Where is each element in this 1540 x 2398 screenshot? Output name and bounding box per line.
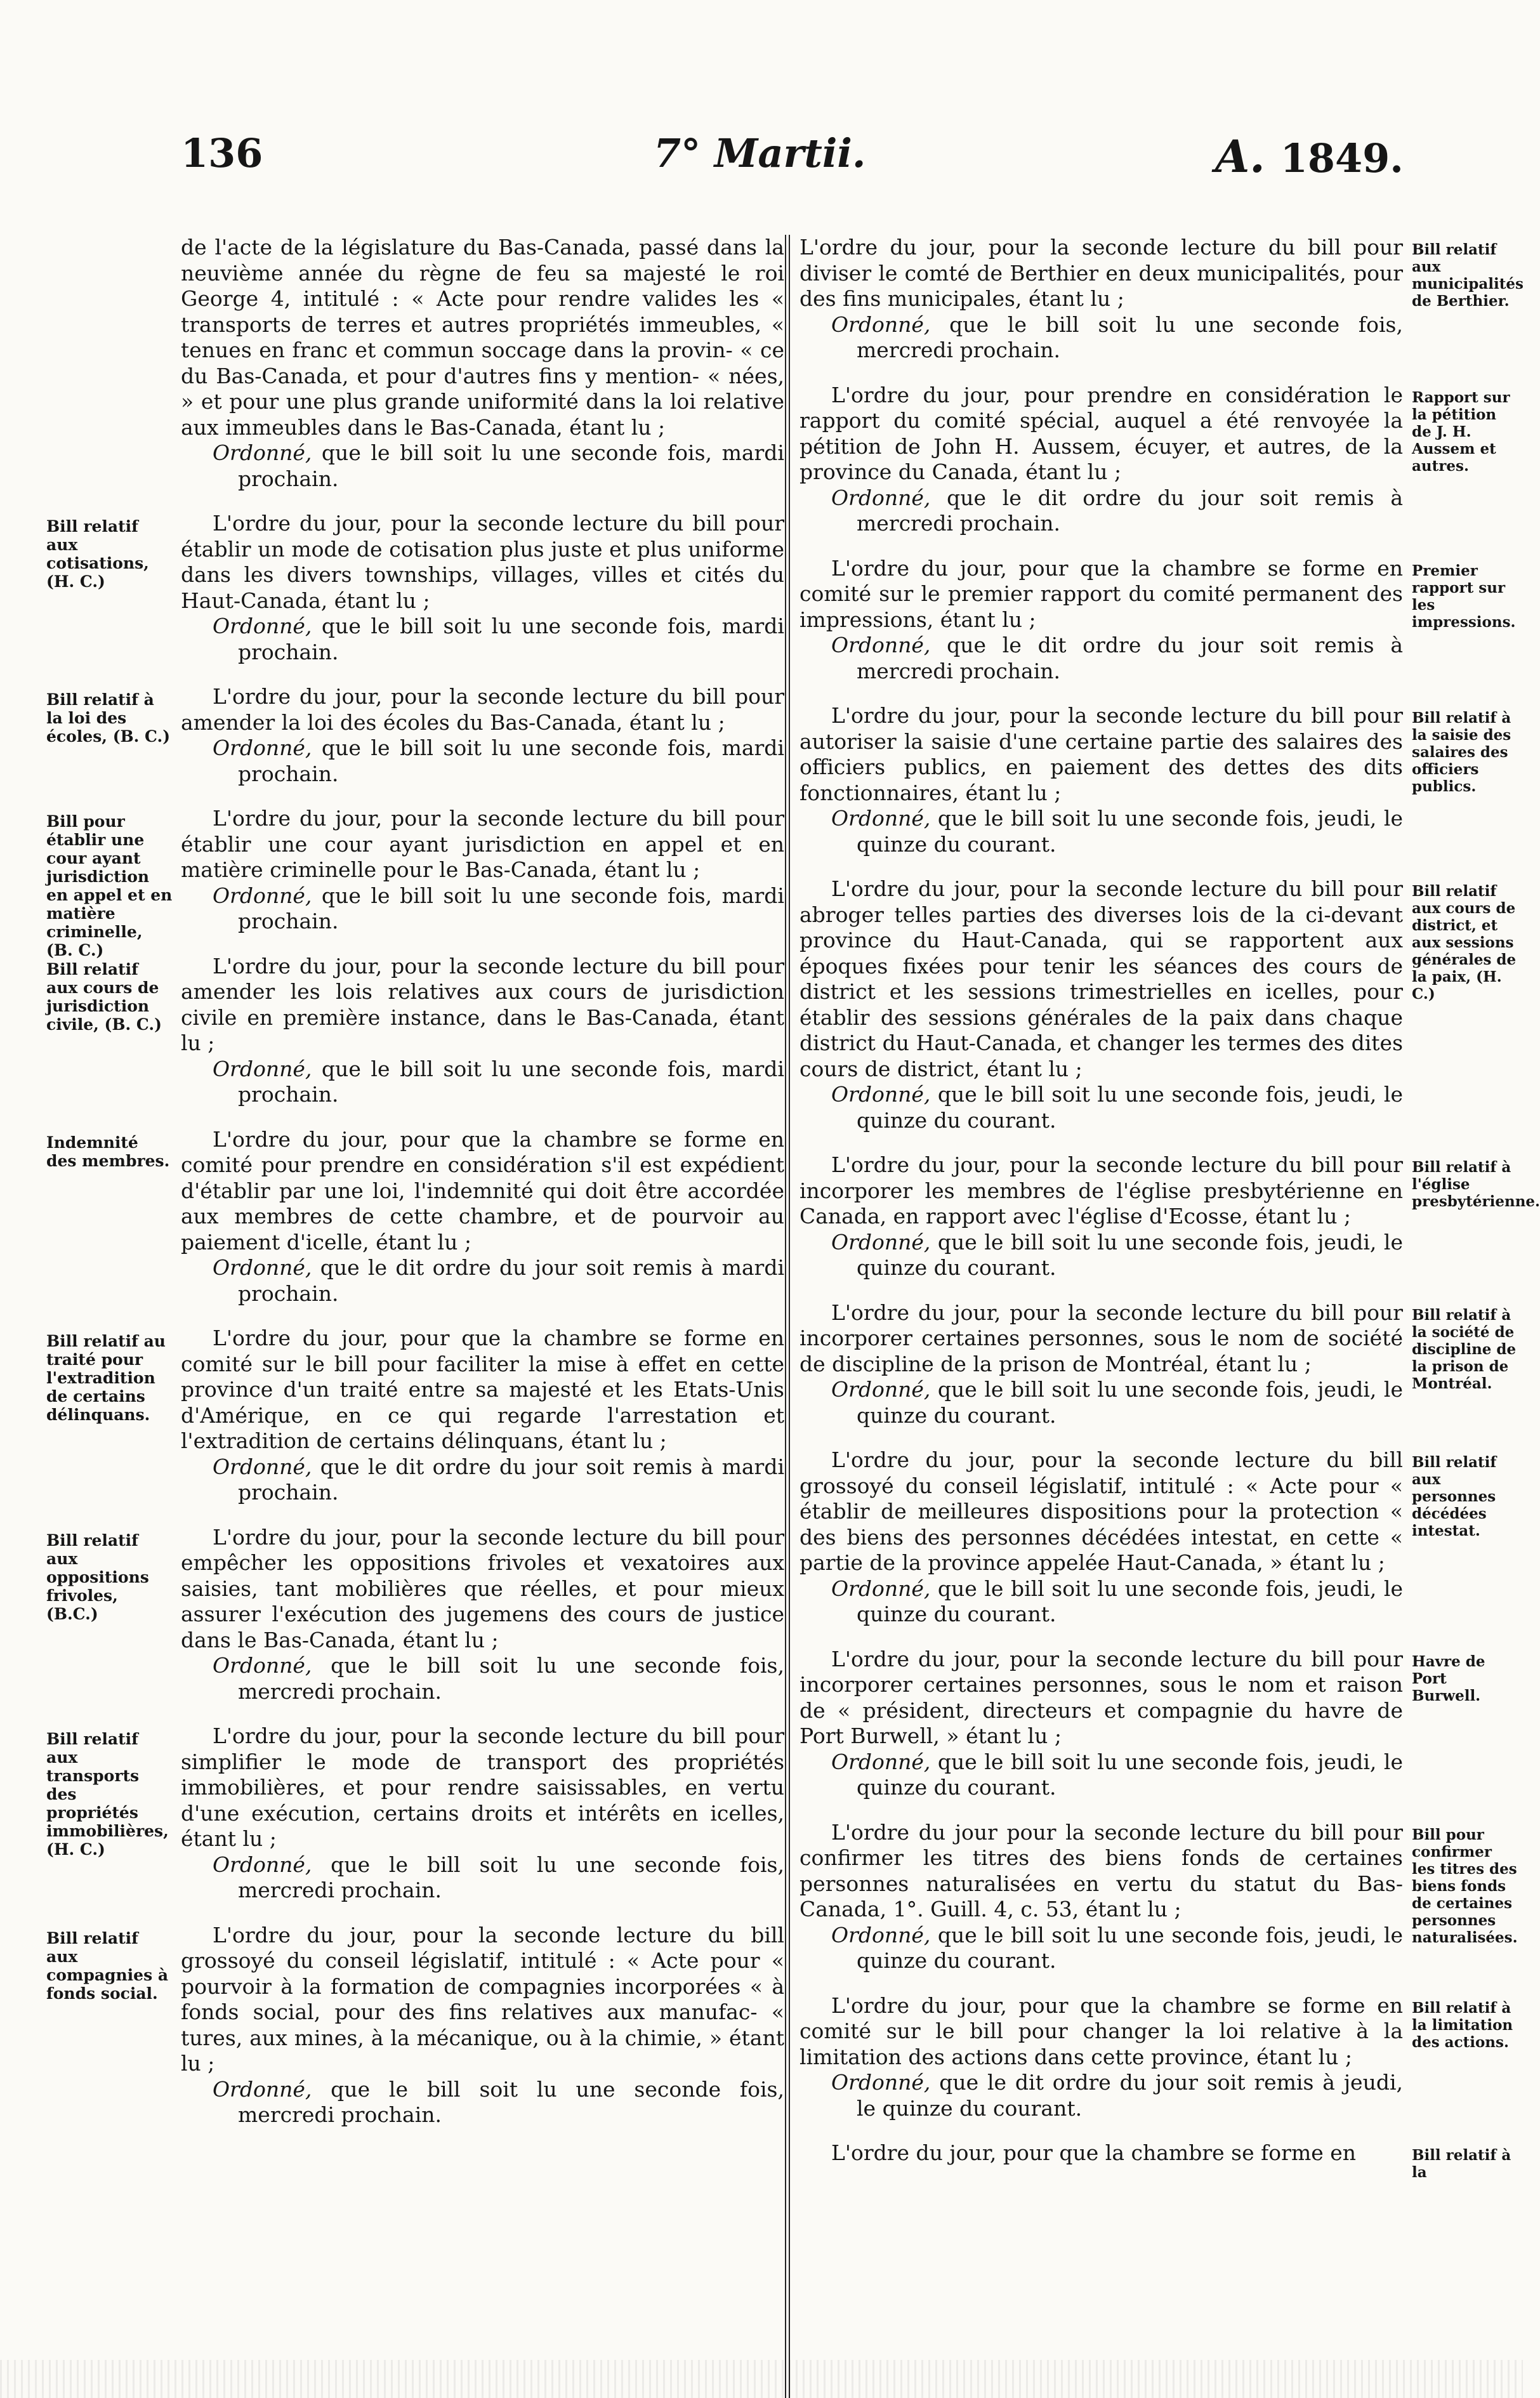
margin-note: Bill relatif à l'église presbytérienne. [1412, 1159, 1540, 1210]
ordonne-label: Ordonné, [831, 485, 931, 510]
ordonne-line [831, 633, 1403, 684]
ordonne-label: Ordonné, [831, 1082, 931, 1107]
ordonne-text: que le bill soit lu une seconde fois, mercredi prochain. [238, 2076, 784, 2127]
page-number: 136 [181, 130, 263, 176]
order-entry [800, 1300, 1517, 1429]
order-entry [46, 1723, 784, 1904]
ordonne-text: que le bill soit lu une seconde fois, mardi prochain. [238, 614, 784, 664]
ordonne-label: Ordonné, [831, 806, 931, 831]
margin-note: Bill relatif à la loi des écoles, (B. C.) [46, 690, 171, 746]
order-entry [46, 806, 784, 959]
order-text: L'ordre du jour pour la seconde lecture du bill pour confirmer les titres des biens fonds de certaines personnes naturalisées en vertu du statut du Bas-Canada, 1°. Guill. 4, c. 53, étant lu ; [800, 1819, 1403, 1921]
ordonne-line [831, 1230, 1403, 1281]
page-edge-noise [0, 2360, 1523, 2398]
ordonne-text: que le bill soit lu une seconde fois, mercredi prochain. [857, 312, 1403, 362]
order-text: L'ordre du jour, pour que la chambre se forme en comité sur le bill pour faciliter la mise à effet en cette province d'un traité entre sa majesté et les Etats-Unis d'Amérique, en ce qui regarde l'arrestation et l'extradition de certains délinquans, étant lu ; [181, 1326, 784, 1453]
margin-note: Bill relatif aux cours de jurisdiction civile, (B. C.) [46, 959, 162, 1034]
ordonne-label: Ordonné, [213, 1255, 312, 1280]
order-entry [46, 1922, 784, 2128]
ordonne-line [831, 1576, 1403, 1628]
order-entry [800, 1447, 1497, 1628]
order-text: L'ordre du jour, pour la seconde lecture du bill pour incorporer les membres de l'église presbytérienne en Canada, en rapport avec l'église d'Ecosse, étant lu ; [800, 1152, 1403, 1229]
margin-note: Bill relatif aux municipalités de Berthier. [1412, 241, 1524, 310]
order-text: L'ordre du jour, pour prendre en considération le rapport du comité spécial, auquel a été renvoyée la pétition de John H. Aussem, écuyer, et autres, de la province du Canada, étant lu ; [800, 382, 1403, 484]
ordonne-label: Ordonné, [831, 2070, 931, 2095]
order-text: L'ordre du jour, pour que la chambre se forme en comité sur le premier rapport du comité permanent des impressions, étant lu ; [800, 555, 1403, 632]
ordonne-text: que le dit ordre du jour soit remis à mercredi prochain. [857, 485, 1403, 536]
margin-note: Bill relatif aux oppositions frivoles, (B.C.) [46, 1531, 149, 1623]
margin-note: Bill relatif à la [1412, 2147, 1511, 2181]
ordonne-text: que le dit ordre du jour soit remis à jeudi, le quinze du courant. [857, 2070, 1403, 2121]
order-entry [800, 1152, 1540, 1281]
order-text: L'ordre du jour, pour la seconde lecture du bill pour abroger telles parties des diverses lois de la ci-devant province du Haut-Canada, qui se rapportent aux époques fixées pour tenir les séances des cours de district et les sessions trimestrielles en icelles, pour établir des sessions générales de la paix dans chaque district du Haut-Canada, et changer les termes des dites cours de district, étant lu ; [800, 876, 1403, 1081]
ordonne-line [213, 883, 784, 935]
ordonne-text: que le bill soit lu une seconde fois, jeudi, le quinze du courant. [857, 1377, 1403, 1428]
order-text: L'ordre du jour, pour la seconde lecture du bill pour incorporer certaines personnes, sous le nom de société de discipline de la prison de Montréal, étant lu ; [800, 1300, 1403, 1376]
order-entry [800, 703, 1511, 857]
ordonne-line [213, 440, 784, 492]
ordonne-label: Ordonné, [831, 1377, 931, 1402]
margin-note: Bill relatif à la société de discipline de la prison de Montréal. [1412, 1306, 1517, 1392]
ordonne-label: Ordonné, [831, 633, 931, 657]
ordonne-text: que le dit ordre du jour soit remis à mardi prochain. [238, 1255, 784, 1306]
ordonne-line [213, 1454, 784, 1506]
ordonne-line [831, 485, 1403, 537]
ordonne-text: que le bill soit lu une seconde fois, jeudi, le quinze du courant. [857, 1576, 1403, 1626]
ordonne-line [831, 806, 1403, 857]
ordonne-label: Ordonné, [831, 1229, 931, 1255]
ordonne-label: Ordonné, [213, 440, 312, 465]
order-entry [800, 1993, 1513, 2122]
ordonne-label: Ordonné, [213, 883, 312, 908]
ordonne-text: que le bill soit lu une seconde fois, mardi prochain. [238, 440, 784, 491]
margin-note: Bill relatif aux cours de district, et aux sessions générales de la paix, (H. C.) [1412, 883, 1517, 1003]
ordonne-line [213, 614, 784, 665]
order-text: L'ordre du jour, pour la seconde lecture du bill pour empêcher les oppositions frivoles et vexatoires aux saisies, tant mobilières que réelles, et pour mieux assurer l'exécution des jugemens des cours de justice dans le Bas-Canada, étant lu ; [181, 1524, 784, 1652]
ordonne-label: Ordonné, [831, 1922, 931, 1947]
margin-note: Havre de Port Burwell. [1412, 1652, 1485, 1704]
order-text: L'ordre du jour, pour la seconde lecture du bill pour amender les lois relatives aux cours de jurisdiction civile en première instance, dans le Bas-Canada, étant lu ; [181, 953, 784, 1055]
year-value: 1849. [1280, 135, 1404, 181]
order-text: L'ordre du jour, pour que la chambre se forme en [831, 2140, 1357, 2165]
ordonne-text: que le bill soit lu une seconde fois, mardi prochain. [238, 735, 784, 786]
ordonne-label: Ordonné, [213, 1653, 312, 1678]
order-entry [800, 1819, 1518, 1974]
ordonne-label: Ordonné, [213, 2076, 312, 2102]
ordonne-line [213, 2077, 784, 2128]
margin-note: Bill relatif aux compagnies à fonds social. [46, 1928, 169, 2003]
order-text: L'ordre du jour, pour la seconde lecture du bill pour incorporer certaines personnes, sous le nom et raison de « président, directeurs et compagnie du havre de Port Burwell, » étant lu ; [800, 1646, 1403, 1748]
ordonne-line [831, 1082, 1403, 1133]
order-text: de l'acte de la législature du Bas-Canada, passé dans la neuvième année du règne de feu sa majesté le roi George 4, intitulé : « Acte pour rendre valides les « transports de terres et autres propriétés immeubles, « tenues en franc et commun soccage dans la provin- « ce du Bas-Canada, et pour d'autres fins y mention- « nées, » et pour une plus grande uniformité dans la loi relative aux immeubles dans le Bas-Canada, étant lu ; [181, 235, 784, 440]
ordonne-text: que le bill soit lu une seconde fois, jeudi, le quinze du courant. [857, 1082, 1403, 1133]
ordonne-text: que le bill soit lu une seconde fois, jeudi, le quinze du courant. [857, 806, 1403, 857]
ordonne-label: Ordonné, [831, 1576, 931, 1601]
order-text: L'ordre du jour, pour la seconde lecture du bill pour établir une cour ayant jurisdiction en appel et en matière criminelle pour le Bas-Canada, étant lu ; [181, 806, 784, 882]
ordonne-text: que le bill soit lu une seconde fois, mercredi prochain. [238, 1653, 784, 1704]
ordonne-line [831, 2070, 1403, 2121]
order-text: L'ordre du jour, pour la seconde lecture du bill grossoyé du conseil législatif, intitulé : « Acte pour « pourvoir à la formation de compagnies incorporées « à fonds social, pour des fins relatives aux manufac- « tures, aux mines, à la mécanique, ou à la chimie, » étant lu ; [181, 1922, 784, 2076]
ordonne-label: Ordonné, [213, 614, 312, 638]
ordonne-text: que le dit ordre du jour soit remis à mardi prochain. [238, 1454, 784, 1505]
ordonne-line [213, 1653, 784, 1704]
year-prefix: A. [1215, 130, 1265, 183]
margin-note: Bill relatif à la limitation des actions. [1412, 1999, 1513, 2051]
order-entry [800, 555, 1516, 685]
header-date: 7° Martii. [654, 130, 866, 176]
margin-note: Bill relatif aux cotisations, (H. C.) [46, 517, 149, 591]
ordonne-line [831, 1923, 1403, 1974]
ordonne-text: que le bill soit lu une seconde fois, mardi prochain. [238, 883, 784, 933]
ordonne-line [831, 1377, 1403, 1428]
right-column [800, 235, 1540, 2185]
ordonne-label: Ordonné, [213, 1454, 312, 1479]
ordonne-text: que le bill soit lu une seconde fois, mercredi prochain. [238, 1852, 784, 1902]
column-divider [785, 235, 790, 2398]
ordonne-line [213, 1852, 784, 1904]
order-entry [46, 511, 784, 665]
margin-note: Premier rapport sur les impressions. [1412, 562, 1516, 631]
ordonne-label: Ordonné, [831, 312, 931, 337]
ordonne-line [213, 735, 784, 787]
ordonne-text: que le bill soit lu une seconde fois, mardi prochain. [238, 1056, 784, 1107]
order-entry [46, 1126, 784, 1307]
ordonne-label: Ordonné, [213, 735, 312, 760]
order-text: L'ordre du jour, pour la seconde lecture du bill grossoyé du conseil législatif, intitulé : « Acte pour « établir de meilleures dispositions pour la protection « des biens des personnes décédées intestat, en cette « partie de la province appelée Haut-Canada, » étant lu ; [800, 1447, 1403, 1575]
ordonne-label: Ordonné, [213, 1056, 312, 1081]
ordonne-line [213, 1057, 784, 1108]
ordonne-text: que le bill soit lu une seconde fois, jeudi, le quinze du courant. [857, 1922, 1403, 1973]
header-year [1215, 130, 1404, 183]
margin-note: Indemnité des membres. [46, 1133, 170, 1170]
page-header [0, 130, 1523, 187]
order-entry [46, 953, 784, 1108]
order-entry [800, 382, 1510, 537]
order-text: L'ordre du jour, pour la seconde lecture du bill pour amender la loi des écoles du Bas-Canada, étant lu ; [181, 684, 784, 735]
margin-note: Bill pour établir une cour ayant jurisdiction en appel et en matière criminelle, (B. C.) [46, 812, 173, 959]
ordonne-text: que le bill soit lu une seconde fois, jeudi, le quinze du courant. [857, 1229, 1403, 1280]
order-entry [800, 1646, 1485, 1801]
ordonne-label: Ordonné, [213, 1852, 312, 1877]
order-text: L'ordre du jour, pour la seconde lecture du bill pour autoriser la saisie d'une certaine partie des salaires des officiers publics, en paiement des dettes des dits fonctionnaires, étant lu ; [800, 703, 1403, 805]
ordonne-text: que le dit ordre du jour soit remis à mercredi prochain. [857, 633, 1403, 683]
ordonne-line [831, 312, 1403, 364]
order-entry [46, 1326, 784, 1506]
margin-note: Bill relatif aux personnes décédées intestat. [1412, 1454, 1497, 1539]
order-entry [46, 684, 784, 787]
order-text: L'ordre du jour, pour la seconde lecture du bill pour diviser le comté de Berthier en deux municipalités, pour des fins municipales, étant lu ; [800, 235, 1403, 311]
order-entry [800, 235, 1524, 364]
order-text: L'ordre du jour, pour la seconde lecture du bill pour simplifier le mode de transport des propriétés immobilières, et pour rendre saisissables, en vertu d'une exécution, certains droits et intérêts en icelles, étant lu ; [181, 1723, 784, 1851]
order-text: L'ordre du jour, pour que la chambre se forme en comité pour prendre en considération s'il est expédient d'établir par une loi, l'indemnité qui doit être accordée aux membres de cette chambre, et de pourvoir au paiement d'icelle, étant lu ; [181, 1126, 784, 1255]
order-text: L'ordre du jour, pour que la chambre se forme en comité sur le bill pour changer la loi relative à la limitation des actions dans cette province, étant lu ; [800, 1993, 1403, 2069]
order-entry [800, 2140, 1511, 2181]
margin-note: Rapport sur la pétition de J. H. Aussem et autres. [1412, 388, 1510, 475]
order-entry [181, 235, 784, 492]
order-text: L'ordre du jour, pour la seconde lecture du bill pour établir un mode de cotisation plus juste et plus uniforme dans les divers townships, villages, villes et cités du Haut-Canada, étant lu ; [181, 511, 784, 613]
order-entry [800, 876, 1517, 1133]
margin-note: Bill pour confirmer les titres des biens fonds de certaines personnes naturalisées. [1412, 1826, 1518, 1946]
ordonne-line [831, 1749, 1403, 1801]
left-column [46, 235, 784, 2147]
order-entry [46, 1524, 784, 1705]
margin-note: Bill relatif aux transports des propriétés immobilières, (H. C.) [46, 1730, 169, 1859]
ordonne-line [213, 1255, 784, 1307]
margin-note: Bill relatif à la saisie des salaires des officiers publics. [1412, 709, 1511, 795]
ordonne-text: que le bill soit lu une seconde fois, jeudi, le quinze du courant. [857, 1749, 1403, 1800]
margin-note: Bill relatif au traité pour l'extradition de certains délinquans. [46, 1332, 166, 1424]
ordonne-label: Ordonné, [831, 1749, 931, 1774]
